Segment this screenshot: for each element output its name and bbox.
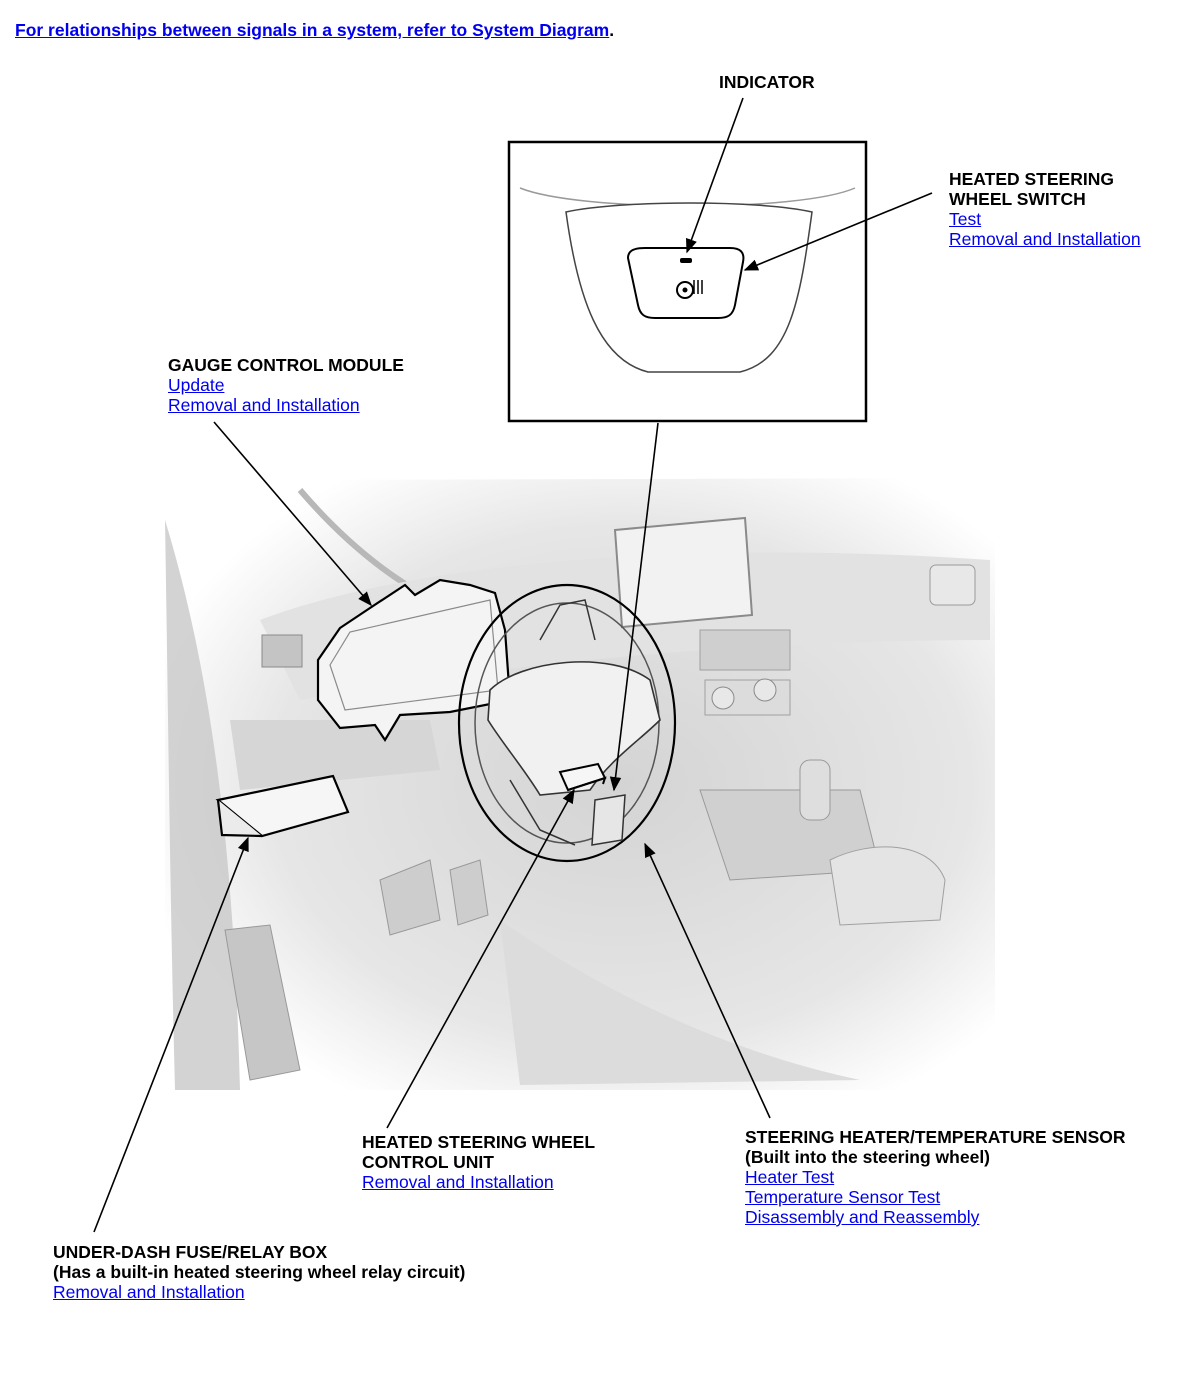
switch-title-line1: HEATED STEERING	[949, 169, 1114, 189]
switch-title-line2: WHEEL SWITCH	[949, 189, 1086, 209]
fuse-box-title-line2: (Has a built-in heated steering wheel relay circuit)	[53, 1262, 466, 1282]
sensor-disassembly-link[interactable]: Disassembly and Reassembly	[745, 1207, 980, 1227]
header-suffix: .	[609, 20, 615, 40]
control-unit-title-line2: CONTROL UNIT	[362, 1152, 494, 1172]
control-unit-title-line1: HEATED STEERING WHEEL	[362, 1132, 596, 1152]
sensor-heater-test-link[interactable]: Heater Test	[745, 1167, 835, 1187]
gauge-title: GAUGE CONTROL MODULE	[168, 355, 404, 375]
gauge-removal-link[interactable]: Removal and Installation	[168, 395, 360, 415]
switch-removal-link[interactable]: Removal and Installation	[949, 229, 1141, 249]
indicator-label	[719, 72, 815, 92]
vehicle-interior-illustration	[165, 478, 995, 1090]
sensor-label	[745, 1127, 1126, 1227]
gauge-update-link[interactable]: Update	[168, 375, 225, 395]
sensor-title-line2: (Built into the steering wheel)	[745, 1147, 991, 1167]
fuse-box-title-line1: UNDER-DASH FUSE/RELAY BOX	[53, 1242, 328, 1262]
control-unit-removal-link[interactable]: Removal and Installation	[362, 1172, 554, 1192]
indicator-title: INDICATOR	[719, 72, 815, 92]
fuse-box-removal-link[interactable]: Removal and Installation	[53, 1282, 245, 1302]
switch-label	[949, 169, 1141, 249]
switch-inset	[509, 142, 866, 421]
sensor-temp-test-link[interactable]: Temperature Sensor Test	[745, 1187, 941, 1207]
fuse-box-label	[53, 1242, 465, 1302]
sensor-title-line1: STEERING HEATER/TEMPERATURE SENSOR	[745, 1127, 1126, 1147]
system-diagram-link[interactable]: For relationships between signals in a system, refer to System Diagram	[15, 20, 610, 40]
control-unit-label	[362, 1132, 595, 1192]
indicator-led-shape	[680, 258, 692, 263]
gauge-label	[168, 355, 404, 415]
switch-test-link[interactable]: Test	[949, 209, 982, 229]
